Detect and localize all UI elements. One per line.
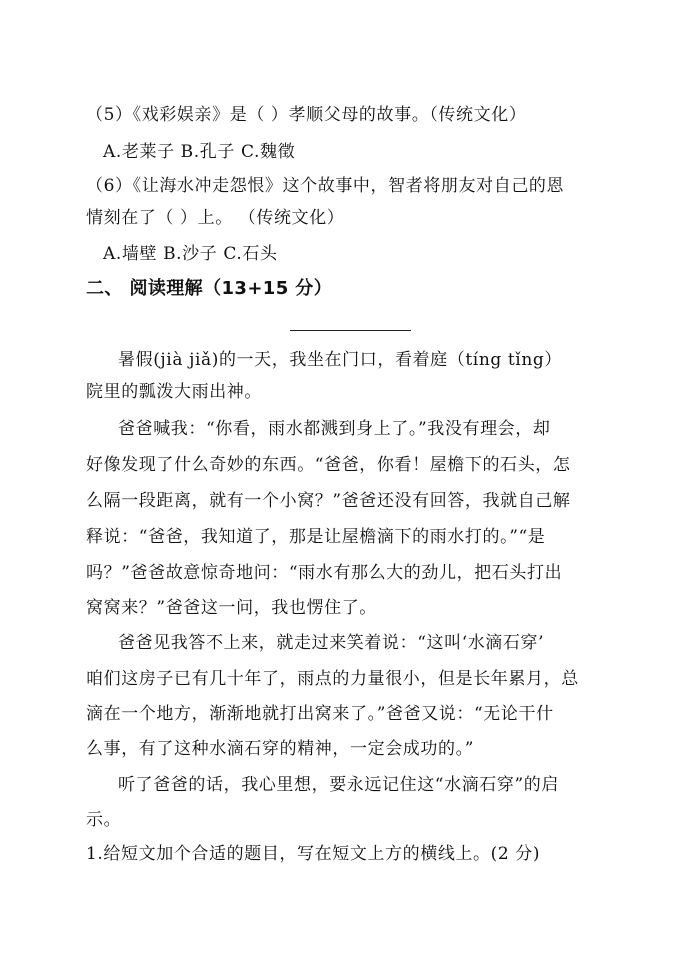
question-6-stem-line1: （6）《让海水冲走怨恨》这个故事中，智者将朋友对自己的恩: [86, 176, 565, 196]
passage-line: 爸爸见我答不上来，就走过来笑着说：“这叫‘水滴石穿’: [118, 633, 545, 653]
section-heading: 二、 阅读理解（13+15 分）: [86, 278, 333, 299]
passage-line: 好像发现了什么奇妙的东西。“爸爸，你看！屋檐下的石头，怎: [86, 455, 571, 475]
question-1-prompt: 1.给短文加个合适的题目，写在短文上方的横线上。(2 分): [86, 844, 541, 864]
passage-line: 示。: [86, 810, 122, 830]
passage-line: 院里的瓢泼大雨出神。: [86, 382, 262, 402]
passage-line: 暑假(jià jiǎ)的一天，我坐在门口，看着庭（tíng tǐng）: [118, 350, 562, 370]
passage-line: 释说：“爸爸，我知道了，那是让屋檐滴下的雨水打的。”“是: [86, 527, 546, 547]
passage-line: 滴在一个地方，渐渐地就打出窝来了。”爸爸又说：“无论干什: [86, 704, 554, 724]
passage-line: 么事，有了这种水滴石穿的精神，一定会成功的。”: [86, 739, 474, 759]
passage-title-blank-line: [290, 330, 411, 331]
question-6-options: A.墙壁 B.沙子 C.石头: [103, 244, 278, 264]
passage-line: 听了爸爸的话，我心里想，要永远记住这“水滴石穿”的启: [118, 775, 559, 795]
passage-line: 咱们这房子已有几十年了，雨点的力量很小，但是长年累月，总: [86, 669, 579, 689]
question-6-stem-line2: 情刻在了（ ）上。 （传统文化）: [86, 208, 345, 228]
question-5-stem: （5）《戏彩娱亲》是（ ）孝顺父母的故事。（传统文化）: [86, 105, 527, 125]
passage-line: 吗？”爸爸故意惊奇地问：“雨水有那么大的劲儿，把石头打出: [86, 563, 563, 583]
passage-line: 么隔一段距离，就有一个小窝？”爸爸还没有回答，我就自己解: [86, 491, 571, 511]
passage-line: 爸爸喊我：“你看，雨水都溅到身上了。”我没有理会，却: [118, 419, 551, 439]
passage-line: 窝窝来？”爸爸这一问，我也愣住了。: [86, 598, 377, 618]
question-5-options: A.老莱子 B.孔子 C.魏徵: [103, 142, 296, 162]
